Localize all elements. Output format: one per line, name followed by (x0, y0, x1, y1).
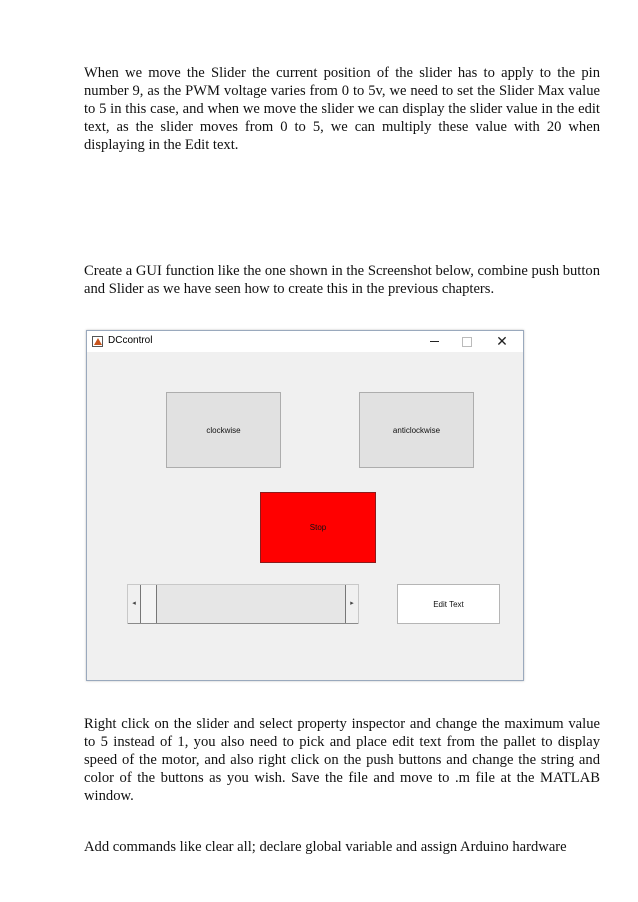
minimize-icon[interactable] (424, 334, 444, 348)
slider-left-arrow-icon[interactable]: ◂ (128, 585, 141, 623)
window-titlebar (87, 331, 523, 352)
slider-track-line (128, 623, 358, 624)
anticlockwise-button[interactable] (359, 392, 474, 468)
maximize-icon[interactable] (457, 334, 477, 348)
speed-slider[interactable] (127, 584, 359, 624)
clockwise-button[interactable] (166, 392, 281, 468)
paragraph-property-inspector: Right click on the slider and select property inspector and change the maximum value to 5 instead of 1, you also need to pick and place edit text from the pallet to display speed of the motor, and also right click on the push buttons and change the string and color of the buttons as you wish. Save the file and move to .m file at the MATLAB window. (84, 716, 600, 804)
paragraph-add-commands: Add commands like clear all; declare global variable and assign Arduino hardware (84, 839, 567, 855)
paragraph-slider-explanation: When we move the Slider the current position of the slider has to apply to the pin number 9, as the PWM voltage varies from 0 to 5v, we need to set the Slider Max value to 5 in this case, and when we move the slider we can display the slider value in the edit text, as the slider moves from 0 to 5, we can multiply these value with 20 when displaying in the Edit text. (84, 65, 600, 153)
anticlockwise-button-label: anticlockwise (392, 425, 441, 435)
paragraph-create-gui: Create a GUI function like the one shown in the Screenshot below, combine push button and Slider as we have seen how to create this in the previous chapters. (84, 263, 600, 297)
edit-text-value: Edit Text (433, 599, 464, 609)
dccontrol-window-screenshot (86, 330, 524, 681)
stop-button[interactable] (260, 492, 376, 563)
slider-thumb[interactable] (140, 585, 157, 623)
window-title: DCcontrol (108, 335, 153, 346)
stop-button-label: Stop (309, 523, 327, 532)
slider-right-arrow-icon[interactable]: ▸ (345, 585, 358, 623)
close-icon[interactable]: ✕ (496, 333, 508, 349)
clockwise-button-label: clockwise (206, 425, 241, 435)
matlab-figure-icon (92, 336, 103, 347)
edit-text-field[interactable] (397, 584, 500, 624)
